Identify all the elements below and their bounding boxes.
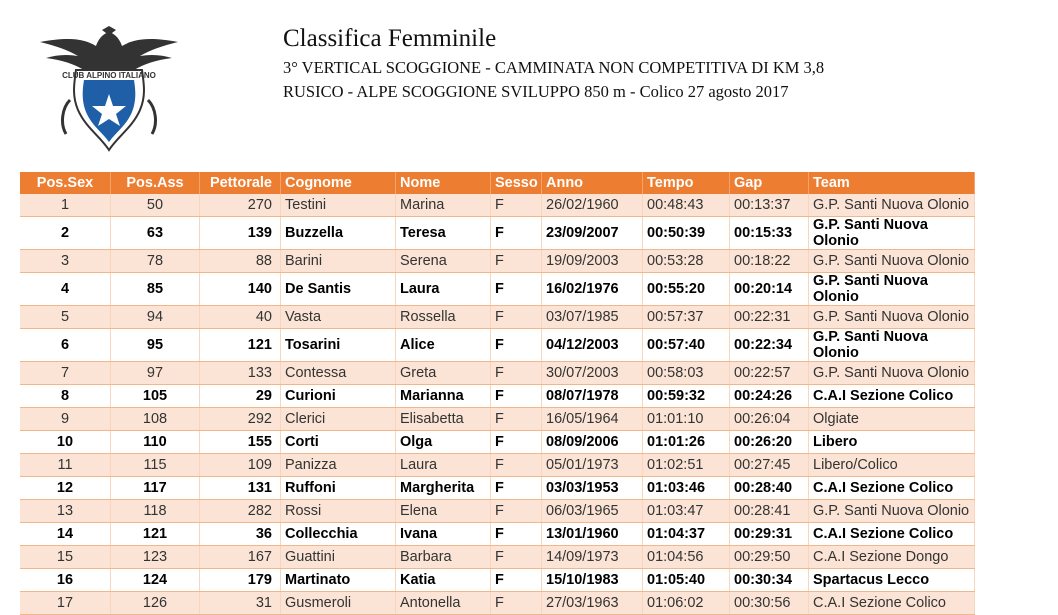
cell-tempo: 01:03:47 <box>643 500 730 523</box>
cell-cognome: Guattini <box>281 546 396 569</box>
cell-sesso: F <box>491 546 542 569</box>
cell-cognome: Tosarini <box>281 329 396 362</box>
cell-cognome: Barini <box>281 250 396 273</box>
cell-anno: 15/10/1983 <box>542 569 643 592</box>
cell-pos-ass: 124 <box>111 569 200 592</box>
cell-team: G.P. Santi Nuova Olonio <box>809 194 975 217</box>
col-header-tempo: Tempo <box>643 172 730 194</box>
cell-pos-ass: 94 <box>111 306 200 329</box>
cell-team: G.P. Santi Nuova Olonio <box>809 306 975 329</box>
results-table <box>20 172 975 615</box>
col-header-team: Team <box>809 172 975 194</box>
cell-pos-ass: 110 <box>111 431 200 454</box>
eagle-icon <box>40 26 178 70</box>
cell-cognome: Ruffoni <box>281 477 396 500</box>
cell-cognome: Vasta <box>281 306 396 329</box>
cell-pettorale: 31 <box>200 592 281 615</box>
table-row <box>20 592 975 615</box>
cell-gap: 00:18:22 <box>730 250 809 273</box>
cell-pos-ass: 115 <box>111 454 200 477</box>
cell-team: G.P. Santi Nuova Olonio <box>809 217 975 250</box>
table-header-row <box>20 172 975 194</box>
cell-sesso: F <box>491 306 542 329</box>
cai-logo <box>36 24 182 154</box>
cell-pos-sex: 3 <box>20 250 111 273</box>
table-row <box>20 385 975 408</box>
cell-team: G.P. Santi Nuova Olonio <box>809 329 975 362</box>
cell-team: G.P. Santi Nuova Olonio <box>809 500 975 523</box>
cell-pettorale: 133 <box>200 362 281 385</box>
cell-pettorale: 179 <box>200 569 281 592</box>
cell-sesso: F <box>491 454 542 477</box>
col-header-anno: Anno <box>542 172 643 194</box>
table-row <box>20 431 975 454</box>
cell-nome: Antonella <box>396 592 491 615</box>
cell-tempo: 00:58:03 <box>643 362 730 385</box>
cell-anno: 13/01/1960 <box>542 523 643 546</box>
cell-nome: Marianna <box>396 385 491 408</box>
cell-pos-ass: 85 <box>111 273 200 306</box>
cell-pos-sex: 6 <box>20 329 111 362</box>
cell-pos-ass: 108 <box>111 408 200 431</box>
cell-pos-sex: 1 <box>20 194 111 217</box>
cell-sesso: F <box>491 273 542 306</box>
col-header-pettorale: Pettorale <box>200 172 281 194</box>
cell-pettorale: 139 <box>200 217 281 250</box>
cell-sesso: F <box>491 408 542 431</box>
cell-nome: Laura <box>396 273 491 306</box>
cell-tempo: 00:50:39 <box>643 217 730 250</box>
cell-cognome: Buzzella <box>281 217 396 250</box>
cell-anno: 23/09/2007 <box>542 217 643 250</box>
cell-gap: 00:28:41 <box>730 500 809 523</box>
cell-cognome: Panizza <box>281 454 396 477</box>
cell-gap: 00:27:45 <box>730 454 809 477</box>
cell-pos-ass: 126 <box>111 592 200 615</box>
table-row <box>20 546 975 569</box>
cell-team: Spartacus Lecco <box>809 569 975 592</box>
cell-pettorale: 167 <box>200 546 281 569</box>
cell-anno: 03/03/1953 <box>542 477 643 500</box>
table-row <box>20 500 975 523</box>
table-row <box>20 408 975 431</box>
cell-pettorale: 282 <box>200 500 281 523</box>
cell-team: C.A.I Sezione Colico <box>809 385 975 408</box>
cell-pos-sex: 2 <box>20 217 111 250</box>
cell-team: G.P. Santi Nuova Olonio <box>809 273 975 306</box>
cell-pettorale: 131 <box>200 477 281 500</box>
table-row <box>20 217 975 250</box>
cell-tempo: 00:48:43 <box>643 194 730 217</box>
cell-anno: 19/09/2003 <box>542 250 643 273</box>
cell-sesso: F <box>491 592 542 615</box>
cell-gap: 00:13:37 <box>730 194 809 217</box>
cell-gap: 00:20:14 <box>730 273 809 306</box>
cell-gap: 00:24:26 <box>730 385 809 408</box>
cell-team: Libero/Colico <box>809 454 975 477</box>
logo-text: CLUB ALPINO ITALIANO <box>62 71 156 80</box>
cell-tempo: 00:57:37 <box>643 306 730 329</box>
cell-team: C.A.I Sezione Colico <box>809 523 975 546</box>
cell-nome: Alice <box>396 329 491 362</box>
cell-sesso: F <box>491 523 542 546</box>
cell-sesso: F <box>491 500 542 523</box>
cell-pettorale: 270 <box>200 194 281 217</box>
cell-pettorale: 36 <box>200 523 281 546</box>
cell-cognome: Rossi <box>281 500 396 523</box>
cell-nome: Greta <box>396 362 491 385</box>
col-header-cognome: Cognome <box>281 172 396 194</box>
cell-gap: 00:22:34 <box>730 329 809 362</box>
cell-sesso: F <box>491 431 542 454</box>
cell-anno: 08/07/1978 <box>542 385 643 408</box>
cell-anno: 14/09/1973 <box>542 546 643 569</box>
cell-nome: Margherita <box>396 477 491 500</box>
cell-pettorale: 292 <box>200 408 281 431</box>
table-row <box>20 194 975 217</box>
cell-nome: Olga <box>396 431 491 454</box>
event-subtitle: 3° VERTICAL SCOGGIONE - CAMMINATA NON COMPETITIVA DI KM 3,8 <box>283 58 825 77</box>
cell-pettorale: 121 <box>200 329 281 362</box>
cell-pos-sex: 11 <box>20 454 111 477</box>
cell-team: C.A.I Sezione Dongo <box>809 546 975 569</box>
cell-pos-ass: 63 <box>111 217 200 250</box>
cell-gap: 00:22:57 <box>730 362 809 385</box>
cell-pos-sex: 4 <box>20 273 111 306</box>
cell-anno: 05/01/1973 <box>542 454 643 477</box>
table-row <box>20 477 975 500</box>
cell-team: C.A.I Sezione Colico <box>809 592 975 615</box>
cell-pettorale: 109 <box>200 454 281 477</box>
cell-nome: Rossella <box>396 306 491 329</box>
cell-sesso: F <box>491 569 542 592</box>
cell-tempo: 01:04:37 <box>643 523 730 546</box>
cell-gap: 00:30:34 <box>730 569 809 592</box>
cell-anno: 03/07/1985 <box>542 306 643 329</box>
cell-gap: 00:26:04 <box>730 408 809 431</box>
cell-tempo: 00:53:28 <box>643 250 730 273</box>
cell-pos-sex: 5 <box>20 306 111 329</box>
cell-team: G.P. Santi Nuova Olonio <box>809 362 975 385</box>
cell-cognome: Gusmeroli <box>281 592 396 615</box>
col-header-sesso: Sesso <box>491 172 542 194</box>
cell-nome: Ivana <box>396 523 491 546</box>
table-row <box>20 569 975 592</box>
cell-tempo: 01:02:51 <box>643 454 730 477</box>
cell-nome: Laura <box>396 454 491 477</box>
cell-pettorale: 40 <box>200 306 281 329</box>
cell-sesso: F <box>491 477 542 500</box>
cell-nome: Teresa <box>396 217 491 250</box>
results-body <box>20 194 975 615</box>
cell-sesso: F <box>491 329 542 362</box>
cell-cognome: De Santis <box>281 273 396 306</box>
cell-sesso: F <box>491 250 542 273</box>
table-row <box>20 273 975 306</box>
event-details: RUSICO - ALPE SCOGGIONE SVILUPPO 850 m - Colico 27 agosto 2017 <box>283 82 789 101</box>
cell-sesso: F <box>491 385 542 408</box>
cell-pos-ass: 97 <box>111 362 200 385</box>
cell-pos-ass: 78 <box>111 250 200 273</box>
cell-team: Olgiate <box>809 408 975 431</box>
table-row <box>20 306 975 329</box>
cell-cognome: Martinato <box>281 569 396 592</box>
cell-sesso: F <box>491 217 542 250</box>
cell-cognome: Testini <box>281 194 396 217</box>
cell-anno: 08/09/2006 <box>542 431 643 454</box>
cell-gap: 00:28:40 <box>730 477 809 500</box>
cell-pettorale: 155 <box>200 431 281 454</box>
cell-anno: 27/03/1963 <box>542 592 643 615</box>
cell-pos-sex: 17 <box>20 592 111 615</box>
cell-pos-ass: 95 <box>111 329 200 362</box>
cell-gap: 00:30:56 <box>730 592 809 615</box>
cell-tempo: 00:57:40 <box>643 329 730 362</box>
cell-pettorale: 140 <box>200 273 281 306</box>
cell-tempo: 01:01:10 <box>643 408 730 431</box>
cell-tempo: 00:59:32 <box>643 385 730 408</box>
cell-pettorale: 29 <box>200 385 281 408</box>
table-row <box>20 362 975 385</box>
cell-pos-sex: 12 <box>20 477 111 500</box>
cell-nome: Barbara <box>396 546 491 569</box>
cell-nome: Serena <box>396 250 491 273</box>
cell-pos-ass: 121 <box>111 523 200 546</box>
cell-pos-sex: 16 <box>20 569 111 592</box>
cell-gap: 00:15:33 <box>730 217 809 250</box>
cell-anno: 16/05/1964 <box>542 408 643 431</box>
cell-pos-sex: 14 <box>20 523 111 546</box>
cell-anno: 30/07/2003 <box>542 362 643 385</box>
col-header-pos-sex: Pos.Sex <box>20 172 111 194</box>
cell-pos-sex: 13 <box>20 500 111 523</box>
cell-cognome: Corti <box>281 431 396 454</box>
cell-cognome: Contessa <box>281 362 396 385</box>
cell-team: G.P. Santi Nuova Olonio <box>809 250 975 273</box>
cell-pos-ass: 117 <box>111 477 200 500</box>
cell-anno: 26/02/1960 <box>542 194 643 217</box>
table-row <box>20 523 975 546</box>
cell-nome: Katia <box>396 569 491 592</box>
cell-team: Libero <box>809 431 975 454</box>
header <box>283 24 824 104</box>
cell-sesso: F <box>491 194 542 217</box>
cell-tempo: 01:04:56 <box>643 546 730 569</box>
col-header-pos-ass: Pos.Ass <box>111 172 200 194</box>
cell-cognome: Collecchia <box>281 523 396 546</box>
cell-cognome: Clerici <box>281 408 396 431</box>
cell-nome: Marina <box>396 194 491 217</box>
cell-tempo: 01:05:40 <box>643 569 730 592</box>
cell-pos-ass: 118 <box>111 500 200 523</box>
table-row <box>20 454 975 477</box>
cell-pos-ass: 123 <box>111 546 200 569</box>
cell-anno: 16/02/1976 <box>542 273 643 306</box>
cell-gap: 00:29:31 <box>730 523 809 546</box>
col-header-gap: Gap <box>730 172 809 194</box>
cell-nome: Elisabetta <box>396 408 491 431</box>
cell-pos-sex: 8 <box>20 385 111 408</box>
cell-gap: 00:22:31 <box>730 306 809 329</box>
cell-tempo: 01:03:46 <box>643 477 730 500</box>
cell-sesso: F <box>491 362 542 385</box>
cell-tempo: 00:55:20 <box>643 273 730 306</box>
cell-nome: Elena <box>396 500 491 523</box>
cell-gap: 00:26:20 <box>730 431 809 454</box>
cell-pos-sex: 15 <box>20 546 111 569</box>
cell-gap: 00:29:50 <box>730 546 809 569</box>
cell-pos-sex: 7 <box>20 362 111 385</box>
cell-pos-ass: 50 <box>111 194 200 217</box>
cell-pos-ass: 105 <box>111 385 200 408</box>
page-title: Classifica Femminile <box>283 25 497 52</box>
cell-cognome: Curioni <box>281 385 396 408</box>
cell-anno: 06/03/1965 <box>542 500 643 523</box>
table-row <box>20 329 975 362</box>
cell-pos-sex: 10 <box>20 431 111 454</box>
cell-pos-sex: 9 <box>20 408 111 431</box>
cell-team: C.A.I Sezione Colico <box>809 477 975 500</box>
cell-anno: 04/12/2003 <box>542 329 643 362</box>
col-header-nome: Nome <box>396 172 491 194</box>
cell-tempo: 01:06:02 <box>643 592 730 615</box>
cell-tempo: 01:01:26 <box>643 431 730 454</box>
table-row <box>20 250 975 273</box>
cell-pettorale: 88 <box>200 250 281 273</box>
